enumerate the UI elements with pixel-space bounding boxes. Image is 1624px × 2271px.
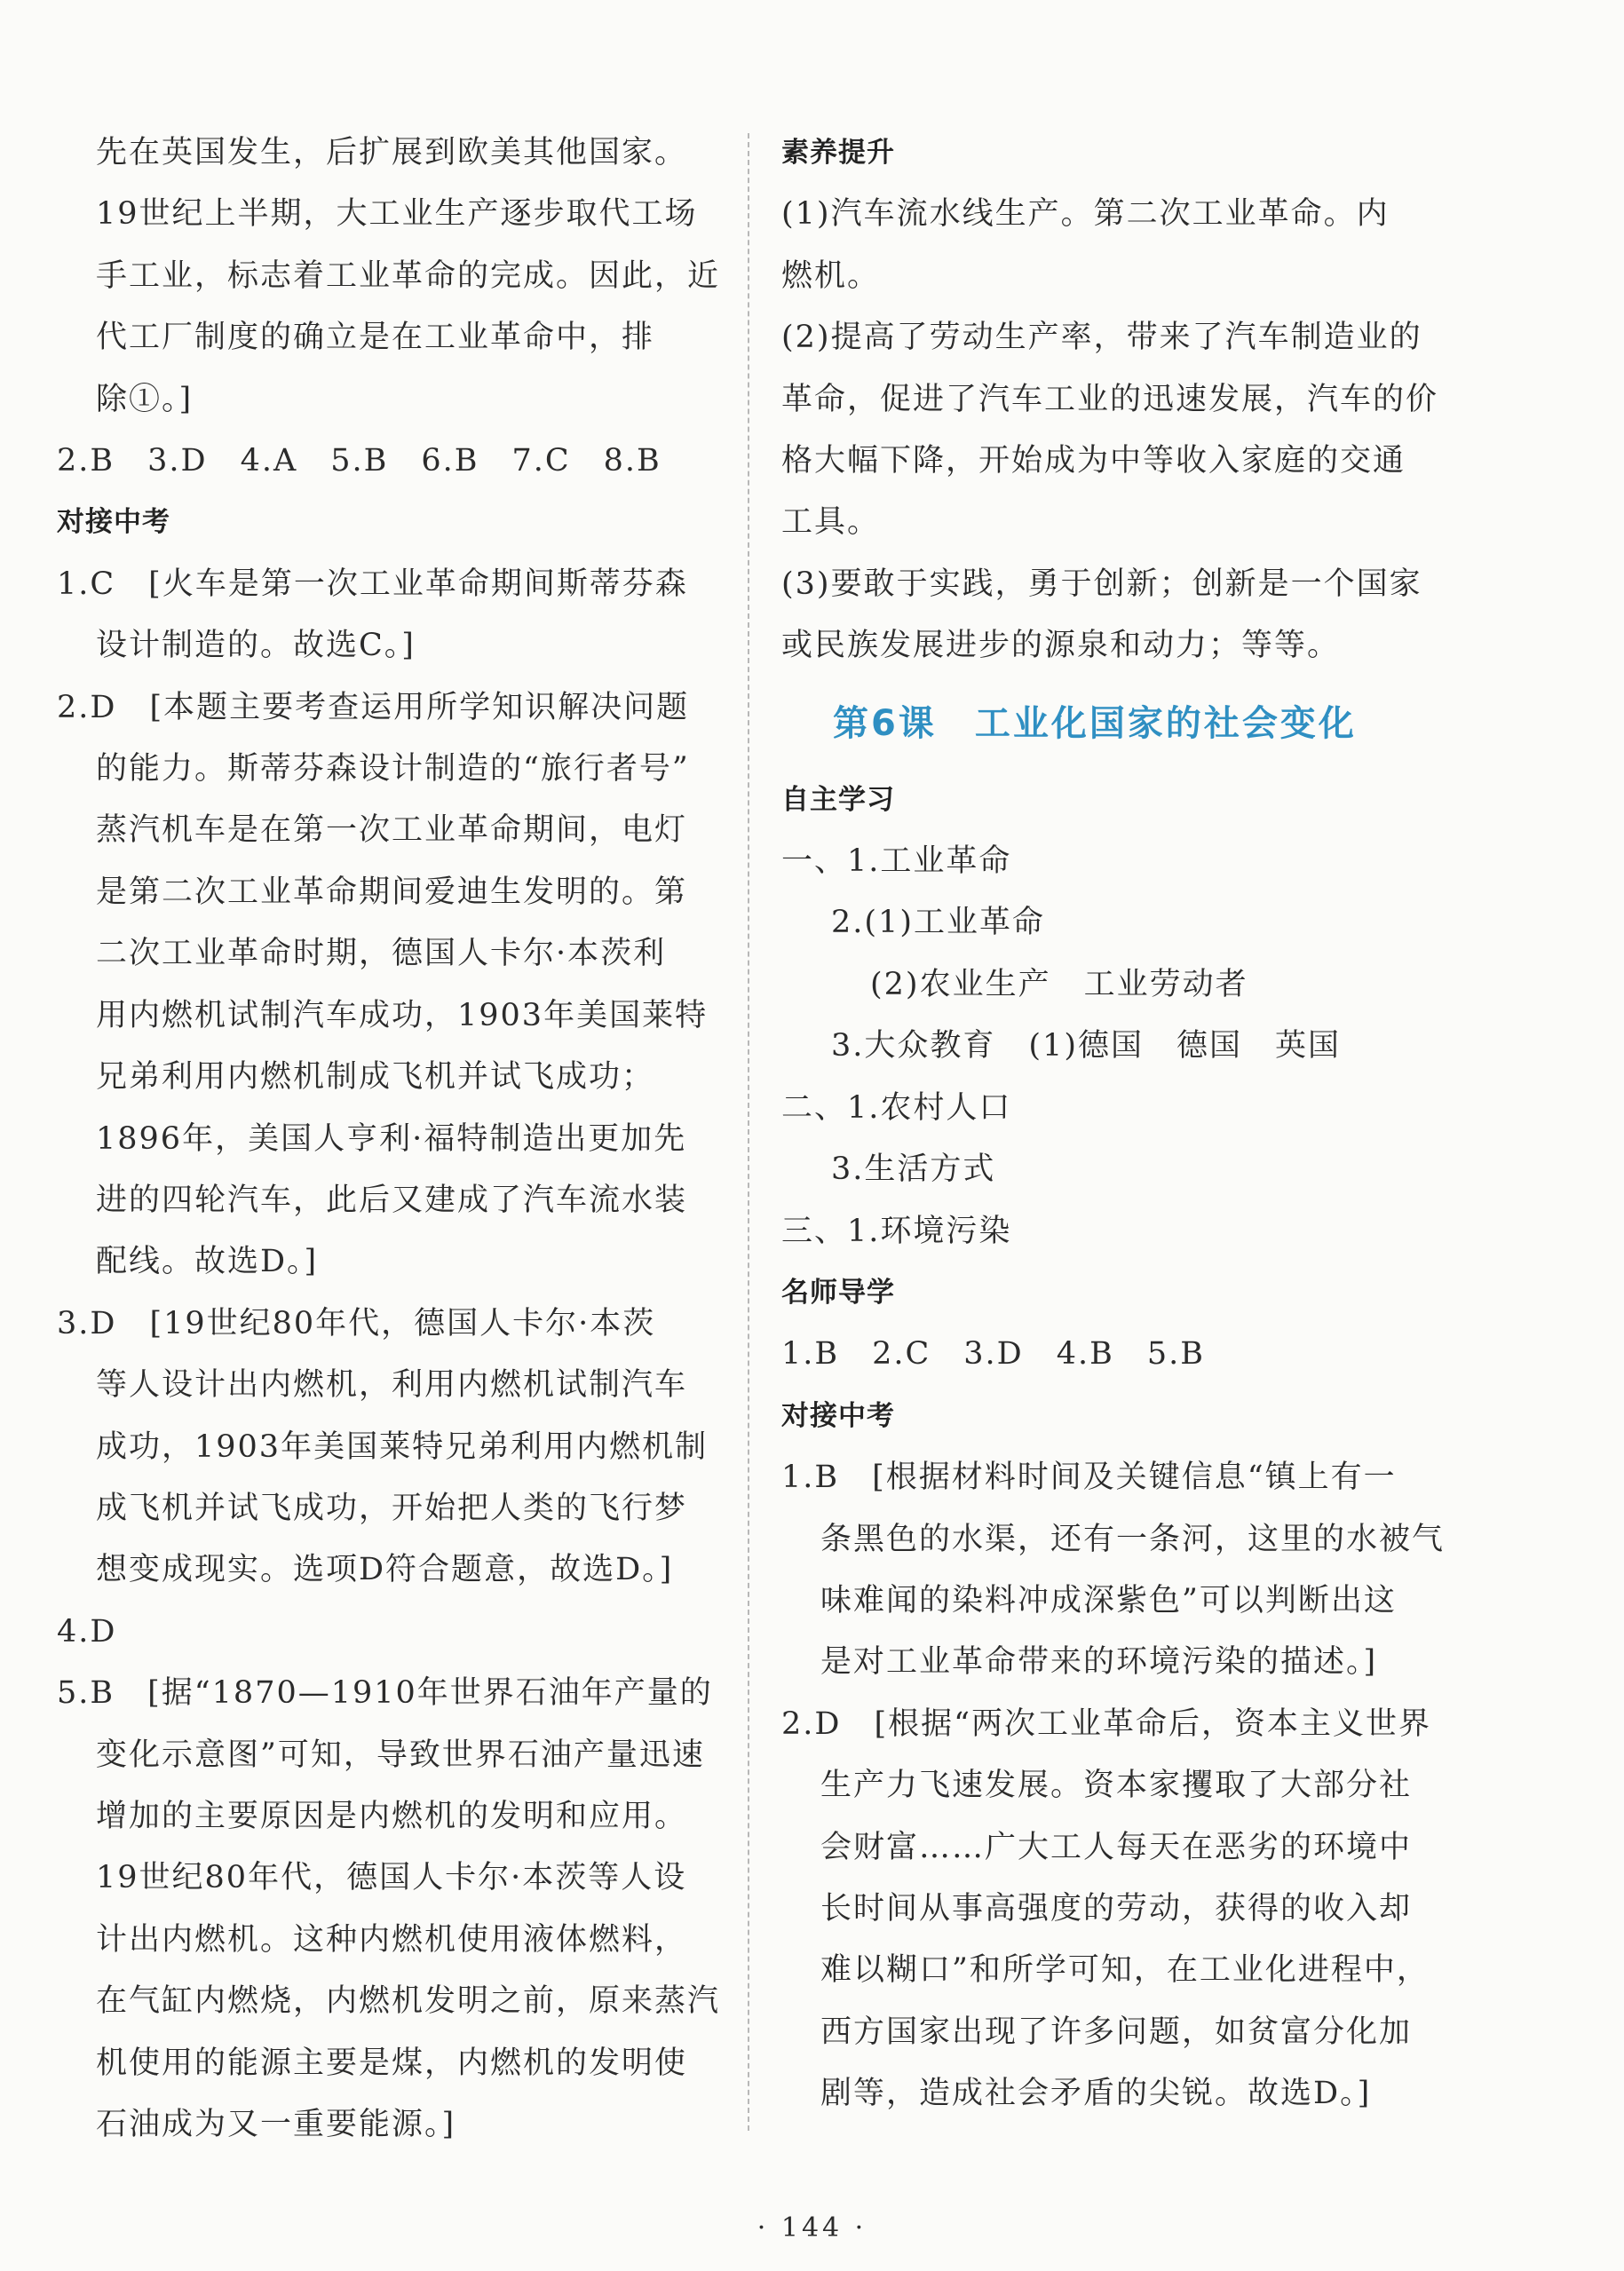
text-line: 难以糊口”和所学可知，在工业化进程中， bbox=[820, 1952, 1430, 1989]
page-number: · 144 · bbox=[757, 2212, 867, 2243]
text-line: 机使用的能源主要是煤，内燃机的发明使 bbox=[96, 2045, 688, 2081]
text-line: 格大幅下降，开始成为中等收入家庭的交通 bbox=[781, 443, 1406, 479]
text-line: 3.D [19世纪80年代，德国人卡尔·本茨 bbox=[57, 1305, 656, 1341]
text-line: 增加的主要原因是内燃机的发明和应用。 bbox=[96, 1798, 688, 1834]
text-line: 1.C [火车是第一次工业革命期间斯蒂芬森 bbox=[57, 566, 688, 602]
text-line: 味难闻的染料冲成深紫色”可以判断出这 bbox=[820, 1582, 1397, 1618]
text-line: 会财富……广大工人每天在恶劣的环境中 bbox=[820, 1829, 1413, 1865]
text-line: 计出内燃机。这种内燃机使用液体燃料， bbox=[96, 1921, 688, 1958]
section-heading: 对接中考 bbox=[57, 506, 170, 539]
text-line: 设计制造的。故选C。] bbox=[96, 628, 416, 664]
text-line: 生产力飞速发展。资本家攫取了大部分社 bbox=[820, 1768, 1413, 1804]
lesson-title: 第6课 工业化国家的社会变化 bbox=[833, 702, 1357, 744]
text-line: 19世纪80年代，德国人卡尔·本茨等人设 bbox=[96, 1860, 687, 1896]
text-line: 1.B [根据材料时间及关键信息“镇上有一 bbox=[781, 1460, 1397, 1496]
text-line: 2.(1)工业革命 bbox=[831, 905, 1045, 941]
text-line: 二次工业革命时期，德国人卡尔·本茨利 bbox=[96, 936, 667, 972]
left-column bbox=[57, 123, 721, 2156]
text-line: 1.B 2.C 3.D 4.B 5.B bbox=[781, 1336, 1205, 1373]
text-line: 成飞机并试飞成功，开始把人类的飞行梦 bbox=[96, 1490, 688, 1526]
text-line: 2.D [本题主要考查运用所学知识解决问题 bbox=[57, 689, 690, 725]
text-line: 二、1.农村人口 bbox=[781, 1089, 1012, 1126]
text-line: 革命，促进了汽车工业的迅速发展，汽车的价 bbox=[781, 381, 1439, 417]
text-line: 想变成现实。选项D符合题意，故选D。] bbox=[96, 1552, 674, 1588]
text-line: 是对工业革命带来的环境污染的描述。] bbox=[820, 1644, 1378, 1681]
text-line: 先在英国发生，后扩展到欧美其他国家。 bbox=[96, 135, 688, 170]
text-line: 3.大众教育 (1)德国 德国 英国 bbox=[831, 1028, 1341, 1064]
text-line: 等人设计出内燃机，利用内燃机试制汽车 bbox=[96, 1367, 688, 1404]
text-line: 进的四轮汽车，此后又建成了汽车流水装 bbox=[96, 1182, 688, 1218]
text-line: (3)要敢于实践，勇于创新；创新是一个国家 bbox=[781, 566, 1422, 602]
text-line: 1896年，美国人亨利·福特制造出更加先 bbox=[96, 1120, 687, 1157]
text-line: 是第二次工业革命期间爱迪生发明的。第 bbox=[96, 874, 688, 910]
text-line: 的能力。斯蒂芬森设计制造的“旅行者号” bbox=[96, 751, 690, 787]
text-line: 或民族发展进步的源泉和动力；等等。 bbox=[781, 628, 1341, 664]
text-line: 三、1.环境污染 bbox=[781, 1213, 1012, 1249]
text-line: 2.D [根据“两次工业革命后，资本主义世界 bbox=[781, 1705, 1432, 1742]
section-heading: 自主学习 bbox=[781, 783, 895, 816]
text-line: 蒸汽机车是在第一次工业革命期间，电灯 bbox=[96, 812, 688, 849]
text-line: 配线。故选D。] bbox=[96, 1244, 319, 1280]
text-line: 4.D bbox=[57, 1613, 117, 1650]
text-line: 燃机。 bbox=[781, 257, 881, 294]
text-line: 2.B 3.D 4.A 5.B 6.B 7.C 8.B bbox=[57, 443, 661, 479]
text-line: 用内燃机试制汽车成功，1903年美国莱特 bbox=[96, 997, 709, 1033]
text-line: 剧等，造成社会矛盾的尖锐。故选D。] bbox=[820, 2076, 1372, 2112]
text-line: 除①。] bbox=[96, 381, 194, 417]
text-line: 手工业，标志着工业革命的完成。因此，近 bbox=[96, 257, 721, 294]
text-line: 19世纪上半期，大工业生产逐步取代工场 bbox=[96, 196, 698, 233]
text-line: 条黑色的水渠，还有一条河，这里的水被气 bbox=[820, 1521, 1446, 1557]
text-line: 成功，1903年美国莱特兄弟利用内燃机制 bbox=[96, 1428, 709, 1465]
text-line: 5.B [据“1870—1910年世界石油年产量的 bbox=[57, 1675, 713, 1712]
text-line: (1)汽车流水线生产。第二次工业革命。内 bbox=[781, 196, 1390, 233]
text-line: 工具。 bbox=[781, 504, 881, 541]
text-line: 西方国家出现了许多问题，如贫富分化加 bbox=[820, 2014, 1413, 2050]
text-line: 3.生活方式 bbox=[831, 1151, 996, 1188]
section-heading: 对接中考 bbox=[781, 1399, 895, 1432]
text-line: 在气缸内燃烧，内燃机发明之前，原来蒸汽 bbox=[96, 1983, 721, 2020]
section-heading: 名师导学 bbox=[781, 1276, 895, 1309]
text-line: (2)农业生产 工业劳动者 bbox=[870, 966, 1248, 1002]
section-heading: 素养提升 bbox=[781, 137, 895, 169]
column-divider bbox=[748, 133, 749, 2131]
right-column bbox=[781, 123, 1456, 2125]
text-line: 兄弟利用内燃机制成飞机并试飞成功； bbox=[96, 1059, 655, 1096]
text-line: 变化示意图”可知，导致世界石油产量迅速 bbox=[96, 1737, 705, 1773]
text-line: 石油成为又一重要能源。] bbox=[96, 2107, 456, 2142]
text-line: (2)提高了劳动生产率，带来了汽车制造业的 bbox=[781, 320, 1422, 356]
text-line: 长时间从事高强度的劳动，获得的收入却 bbox=[820, 1890, 1413, 1927]
text-line: 一、1.工业革命 bbox=[781, 843, 1012, 880]
text-line: 代工厂制度的确立是在工业革命中，排 bbox=[96, 320, 655, 356]
